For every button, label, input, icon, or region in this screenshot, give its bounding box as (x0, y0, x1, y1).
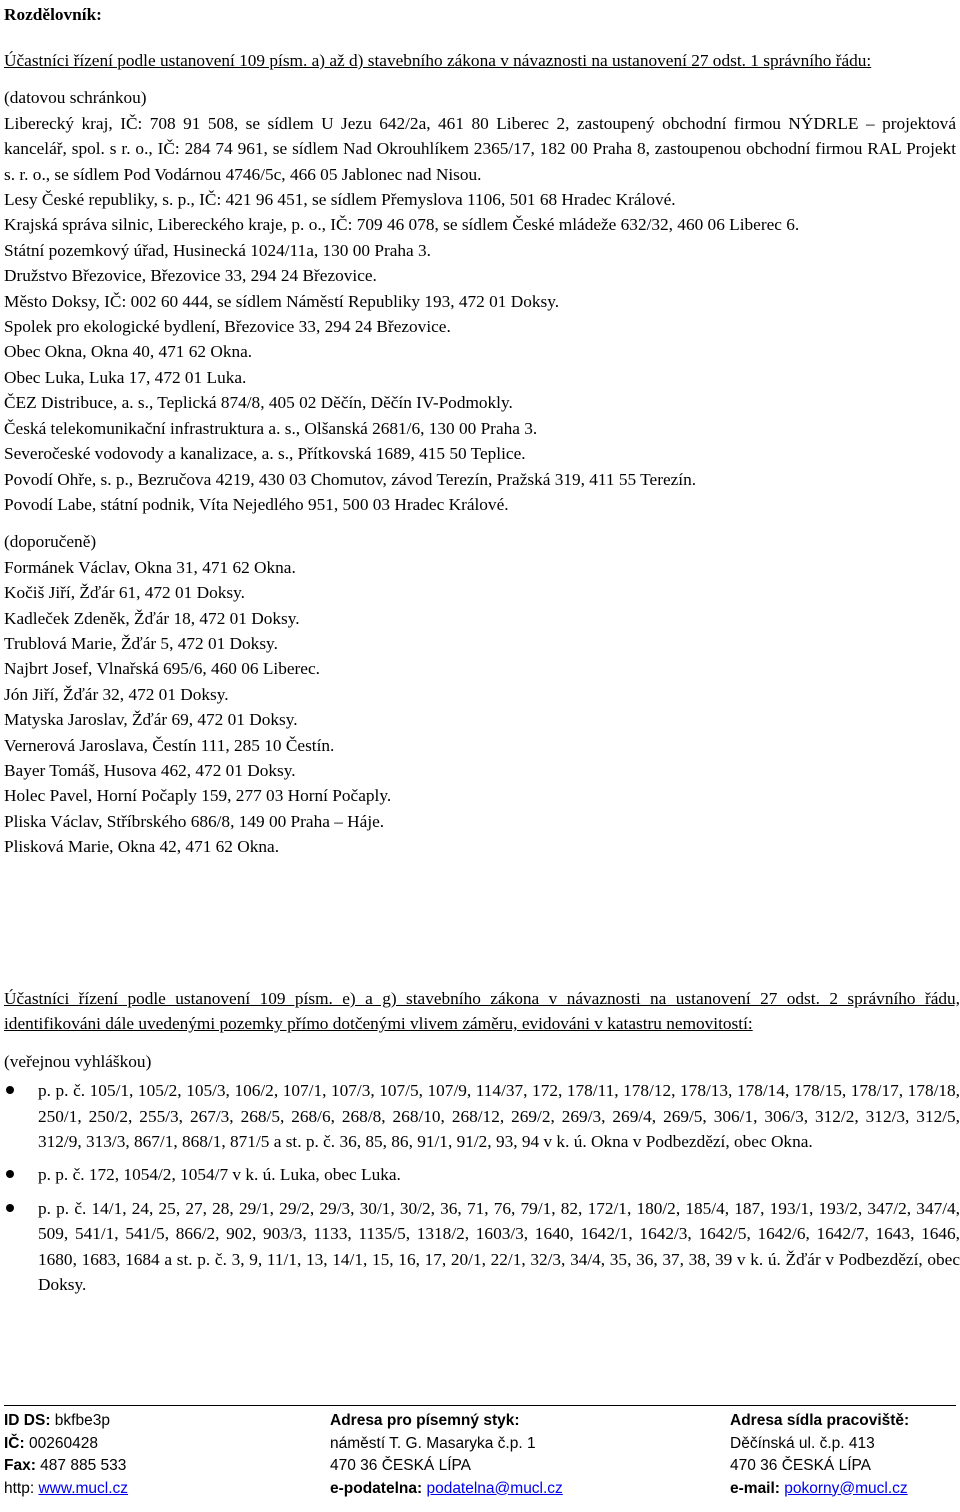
organisation-entry: Lesy České republiky, s. p., IČ: 421 96 451, se sídlem Přemyslova 1106, 501 68 Hradec Králové. (4, 190, 676, 210)
person-entry: Pliska Václav, Stříbrského 686/8, 149 00 Praha – Háje. (4, 811, 385, 831)
organisation-entry: Spolek pro ekologické bydlení, Březovice 33, 294 24 Březovice. (4, 317, 451, 337)
section1-recommended-note: (doporučeně) (4, 532, 97, 552)
ic-value: 00260428 (24, 1434, 98, 1452)
section2-heading: Účastníci řízení podle ustanovení 109 písm. e) a g) stavebního zákona v návaznosti na ustanovení 27 odst. 2 správního řádu, identifikováni dále uvedenými pozemky přímo dotčenými vlivem záměru, evidováni v katastru nemovitostí: (4, 989, 960, 1034)
organisation-entry: Severočeské vodovody a kanalizace, a. s., Přítkovská 1689, 415 50 Teplice. (4, 444, 526, 464)
person-entry: Formánek Václav, Okna 31, 471 62 Okna. (4, 557, 296, 577)
parcel-text: p. p. č. 172, 1054/2, 1054/7 v k. ú. Luka, obec Luka. (38, 1165, 401, 1185)
organisation-entry: Obec Luka, Luka 17, 472 01 Luka. (4, 367, 247, 387)
participants-section-1 (4, 48, 956, 860)
footer-postal-column (330, 1410, 563, 1500)
page-title: Rozdělovník: (4, 5, 102, 24)
parcel-text: p. p. č. 14/1, 24, 25, 27, 28, 29/1, 29/2, 29/3, 30/1, 30/2, 36, 71, 76, 79/1, 82, 172/1, 180/2, 185/4, 187, 193/1, 193/2, 347/2, 347/4, 509, 541/1, 541/5, 866/2, 902, 903/3, 1133, 1135/5, 1318/2, 1603/3, 1640, 1642/1, 1642/3, 1642/5, 1642/6, 1642/7, 1643, 1646, 1680, 1683, 1684 a st. p. č. 3, 9, 11/1, 13, 14/1, 15, 16, 17, 20/1, 22/1, 32/3, 34/4, 35, 36, 37, 38, 39 v k. ú. Žďár v Podbezdězí, obec Doksy. (38, 1198, 960, 1295)
email-label: e-mail: (730, 1479, 785, 1497)
person-entry: Vernerová Jaroslava, Čestín 111, 285 10 Čestín. (4, 735, 335, 755)
fax-label: Fax: (4, 1457, 36, 1474)
organisation-entry: Povodí Labe, státní podnik, Víta Nejedlého 951, 500 03 Hradec Králové. (4, 494, 509, 514)
organisation-entry: Liberecký kraj, IČ: 708 91 508, se sídlem U Jezu 642/2a, 461 80 Liberec 2, zastoupený obchodní firmou NÝDRLE – projektová kancelář, spol. s r. o., IČ: 284 74 961, se sídlem Nad Okrouhlíkem 2365/17, 182 00 Praha 8, zastoupenou obchodní firmou RAL Projekt s. r. o., se sídlem Pod Vodárnou 4746/5c, 466 05 Jablonec nad Nisou. (4, 113, 956, 184)
epodatelna-label: e-podatelna: (330, 1479, 427, 1497)
organisation-entry: ČEZ Distribuce, a. s., Teplická 874/8, 405 02 Děčín, Děčín IV-Podmokly. (4, 393, 513, 413)
email-link[interactable]: pokorny@mucl.cz (784, 1479, 908, 1497)
person-entry: Najbrt Josef, Vlnařská 695/6, 460 06 Liberec. (4, 659, 320, 679)
organisation-entry: Družstvo Březovice, Březovice 33, 294 24 Březovice. (4, 266, 377, 286)
web-label: http: (4, 1479, 39, 1497)
person-entry: Trublová Marie, Žďár 5, 472 01 Doksy. (4, 633, 278, 653)
organisation-entry: Krajská správa silnic, Libereckého kraje, p. o., IČ: 709 46 078, se sídlem České mládeže 632/32, 460 06 Liberec 6. (4, 215, 800, 235)
office-city: 470 36 ČESKÁ LÍPA (730, 1457, 872, 1474)
spacer (4, 517, 956, 529)
parcel-text: p. p. č. 105/1, 105/2, 105/3, 106/2, 107/1, 107/3, 107/5, 107/9, 114/37, 172, 178/11, 178/12, 178/13, 178/14, 178/15, 178/17, 178/18, 250/1, 250/2, 255/3, 267/3, 268/5, 268/6, 268/8, 268/10, 268/12, 269/2, 269/3, 269/4, 269/5, 306/1, 306/3, 312/2, 312/3, 312/5, 312/9, 313/3, 867/1, 868/1, 871/5 a st. p. č. 36, 85, 86, 91/1, 91/2, 93, 94 v k. ú. Okna v Podbezdězí, obec Okna. (38, 1081, 960, 1152)
postal-city: 470 36 ČESKÁ LÍPA (330, 1457, 472, 1474)
organisation-entry: Česká telekomunikační infrastruktura a. s., Olšanská 2681/6, 130 00 Praha 3. (4, 418, 538, 438)
person-entry: Bayer Tomáš, Husova 462, 472 01 Doksy. (4, 760, 296, 780)
section1-delivery-note: (datovou schránkou) (4, 88, 147, 108)
parcel-list-item (4, 1162, 960, 1187)
footer-office-column (730, 1410, 909, 1500)
organisation-entry: Státní pozemkový úřad, Husinecká 1024/11a, 130 00 Praha 3. (4, 240, 431, 260)
organisation-entry: Povodí Ohře, s. p., Bezručova 4219, 430 03 Chomutov, závod Terezín, Pražská 319, 411 55 Terezín. (4, 469, 697, 489)
section1-heading: Účastníci řízení podle ustanovení 109 písm. a) až d) stavebního zákona v návaznosti na ustanovení 27 odst. 1 správního řádu: (4, 51, 872, 70)
person-entry: Kočiš Jiří, Žďár 61, 472 01 Doksy. (4, 583, 245, 603)
organisation-entry: Město Doksy, IČ: 002 60 444, se sídlem Náměstí Republiky 193, 472 01 Doksy. (4, 291, 560, 311)
ds-value: bkfbe3p (50, 1412, 110, 1429)
fax-value: 487 885 533 (35, 1457, 127, 1474)
person-list (4, 555, 956, 860)
participants-section-2 (4, 986, 960, 1305)
ic-label: IČ: (4, 1434, 25, 1452)
section2-delivery-note: (veřejnou vyhláškou) (4, 1051, 152, 1071)
postal-street: náměstí T. G. Masaryka č.p. 1 (330, 1434, 536, 1452)
office-heading: Adresa sídla pracoviště: (730, 1412, 910, 1429)
parcel-list (4, 1078, 960, 1297)
epodatelna-link[interactable]: podatelna@mucl.cz (426, 1479, 563, 1497)
person-entry: Plisková Marie, Okna 42, 471 62 Okna. (4, 837, 280, 857)
parcel-list-item (4, 1078, 960, 1154)
organisation-entry: Obec Okna, Okna 40, 471 62 Okna. (4, 342, 253, 362)
parcel-list-item (4, 1196, 960, 1298)
footer-contact-column (4, 1410, 128, 1500)
spacer (4, 73, 956, 85)
person-entry: Jón Jiří, Žďár 32, 472 01 Doksy. (4, 684, 229, 704)
website-link[interactable]: www.mucl.cz (38, 1479, 129, 1497)
organisation-list (4, 111, 956, 518)
postal-heading: Adresa pro písemný styk: (330, 1412, 520, 1429)
person-entry: Holec Pavel, Horní Počaply 159, 277 03 Horní Počaply. (4, 786, 392, 806)
office-street: Děčínská ul. č.p. 413 (730, 1434, 875, 1452)
ds-label: ID DS: (4, 1412, 51, 1429)
letterhead-footer (4, 1405, 956, 1497)
person-entry: Matyska Jaroslav, Žďár 69, 472 01 Doksy. (4, 710, 298, 730)
person-entry: Kadleček Zdeněk, Žďár 18, 472 01 Doksy. (4, 608, 300, 628)
